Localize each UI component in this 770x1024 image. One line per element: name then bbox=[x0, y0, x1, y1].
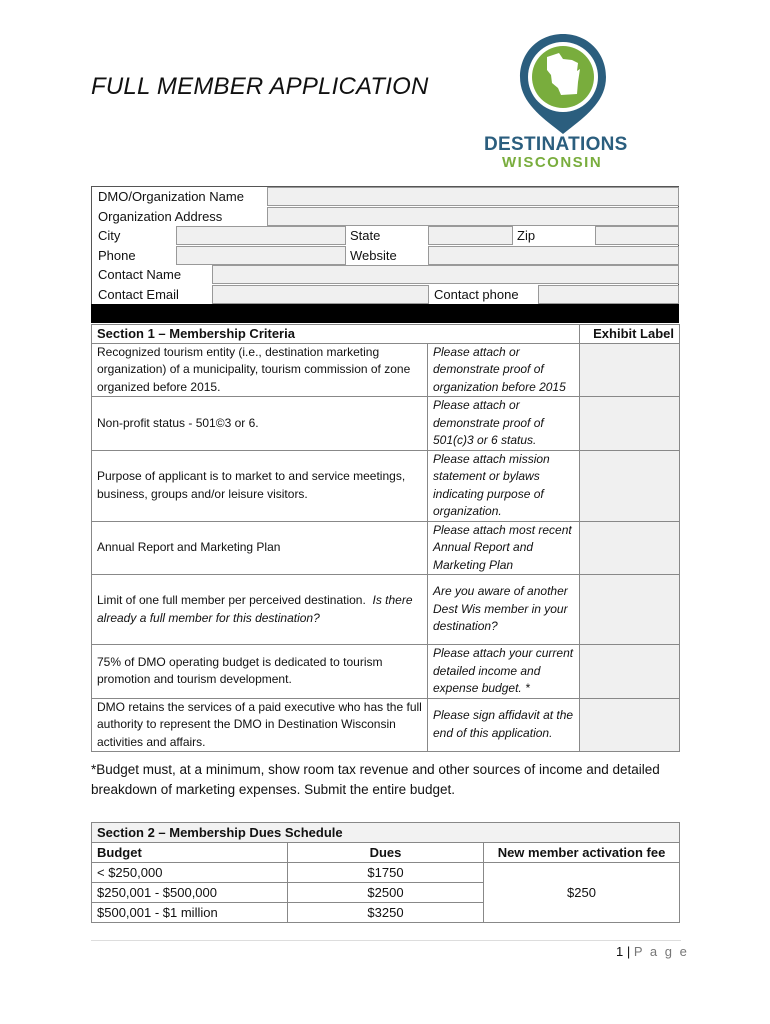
city-label: City bbox=[98, 228, 121, 243]
criteria-row bbox=[92, 698, 680, 752]
logo-text-wisconsin: WISCONSIN bbox=[502, 154, 603, 171]
criteria-row bbox=[92, 343, 680, 397]
section2-title: Section 2 – Membership Dues Schedule bbox=[92, 823, 680, 843]
exhibit-label-header: Exhibit Label bbox=[580, 325, 680, 344]
instruction-text: Please attach or demonstrate proof of organization before 2015 bbox=[428, 343, 580, 397]
state-field[interactable] bbox=[428, 226, 513, 245]
contact-name-field[interactable] bbox=[212, 265, 679, 284]
criterion-text: 75% of DMO operating budget is dedicated to tourism promotion and tourism development. bbox=[92, 645, 428, 699]
phone-label: Phone bbox=[98, 247, 136, 263]
page-number: 1 | P a g e bbox=[616, 944, 689, 959]
phone-field[interactable] bbox=[176, 246, 346, 265]
org-name-field[interactable] bbox=[267, 187, 679, 206]
contact-email-label: Contact Email bbox=[98, 286, 179, 302]
dues-cell: $3250 bbox=[288, 903, 484, 923]
instruction-text: Please attach or demonstrate proof of 501(c)3 or 6 status. bbox=[428, 397, 580, 451]
website-field[interactable] bbox=[428, 246, 679, 265]
activation-fee-header: New member activation fee bbox=[484, 843, 680, 863]
contact-phone-label: Contact phone bbox=[434, 286, 519, 302]
criterion-question: Is there already a full member for this destination? bbox=[97, 593, 413, 625]
instruction-text: Please attach mission statement or bylaws indicating purpose of organization. bbox=[428, 450, 580, 521]
budget-cell: $250,001 - $500,000 bbox=[92, 883, 288, 903]
exhibit-label-field[interactable] bbox=[580, 645, 680, 699]
criterion-text: DMO retains the services of a paid executive who has the full authority to represent the DMO in Destination Wisconsin activities and affairs. bbox=[92, 698, 428, 752]
budget-cell: < $250,000 bbox=[92, 863, 288, 883]
criterion-text: Non-profit status - 501©3 or 6. bbox=[92, 397, 428, 451]
criterion-text: Recognized tourism entity (i.e., destination marketing organization) of a municipality, tourism commission of zone organized before 2015. bbox=[92, 343, 428, 397]
dues-header: Dues bbox=[288, 843, 484, 863]
zip-field[interactable] bbox=[595, 226, 679, 245]
section1-title: Section 1 – Membership Criteria bbox=[92, 325, 580, 344]
exhibit-label-field[interactable] bbox=[580, 397, 680, 451]
org-address-label: Organization Address bbox=[98, 208, 223, 224]
exhibit-label-field[interactable] bbox=[580, 450, 680, 521]
section-divider-bar bbox=[91, 304, 679, 323]
membership-criteria-table bbox=[91, 324, 680, 752]
instruction-text: Please attach most recent Annual Report and Marketing Plan bbox=[428, 521, 580, 575]
contact-email-field[interactable] bbox=[212, 285, 429, 304]
table-row bbox=[92, 863, 680, 883]
activation-fee-cell: $250 bbox=[484, 863, 680, 923]
org-name-label: DMO/Organization Name bbox=[98, 189, 244, 204]
org-address-field[interactable] bbox=[267, 207, 679, 226]
exhibit-label-field[interactable] bbox=[580, 575, 680, 645]
contact-info-form bbox=[91, 186, 679, 323]
criterion-text: Purpose of applicant is to market to and service meetings, business, groups and/or leisure visitors. bbox=[92, 450, 428, 521]
criterion-text: Annual Report and Marketing Plan bbox=[92, 521, 428, 575]
instruction-text: Please attach your current detailed income and expense budget. * bbox=[428, 645, 580, 699]
dues-schedule-table bbox=[91, 822, 680, 923]
exhibit-label-field[interactable] bbox=[580, 698, 680, 752]
exhibit-label-field[interactable] bbox=[580, 343, 680, 397]
instruction-text: Are you aware of another Dest Wis member in your destination? bbox=[428, 575, 580, 645]
website-label: Website bbox=[350, 247, 397, 263]
budget-header: Budget bbox=[92, 843, 288, 863]
contact-phone-field[interactable] bbox=[538, 285, 679, 304]
page-title: FULL MEMBER APPLICATION bbox=[91, 73, 429, 100]
zip-label: Zip bbox=[517, 228, 536, 243]
budget-note: *Budget must, at a minimum, show room tax revenue and other sources of income and detailed breakdown of marketing expenses. Submit the entire budget. bbox=[91, 762, 660, 797]
contact-name-label: Contact Name bbox=[98, 267, 182, 282]
criteria-row bbox=[92, 397, 680, 451]
exhibit-label-field[interactable] bbox=[580, 521, 680, 575]
criteria-row bbox=[92, 450, 680, 521]
budget-cell: $500,001 - $1 million bbox=[92, 903, 288, 923]
logo-text-destinations: DESTINATIONS bbox=[484, 134, 628, 155]
instruction-text: Please sign affidavit at the end of this application. bbox=[428, 698, 580, 752]
city-field[interactable] bbox=[176, 226, 346, 245]
criteria-row bbox=[92, 575, 680, 645]
footer-divider bbox=[91, 940, 681, 941]
criteria-row bbox=[92, 645, 680, 699]
dues-cell: $1750 bbox=[288, 863, 484, 883]
criterion-text: Limit of one full member per perceived destination. Is there already a full member for this destination? bbox=[92, 575, 428, 645]
dues-cell: $2500 bbox=[288, 883, 484, 903]
state-label: State bbox=[350, 228, 381, 243]
criteria-row bbox=[92, 521, 680, 575]
